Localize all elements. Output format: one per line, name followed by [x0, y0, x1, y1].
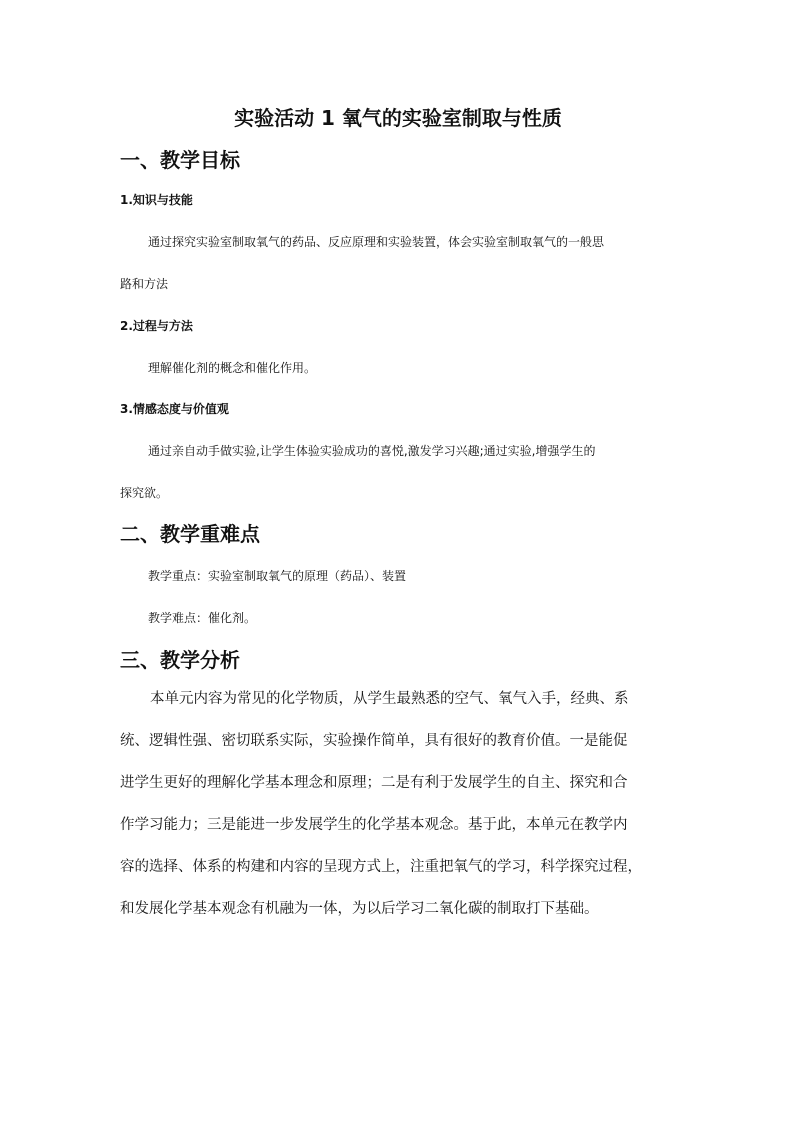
section-heading-key-difficulties: 二、教学重难点	[120, 522, 260, 546]
document-title: 实验活动 1 氧气的实验室制取与性质	[234, 106, 562, 130]
paragraph-line: 路和方法	[120, 277, 169, 291]
subheading-attitude-values: 3.情感态度与价值观	[120, 402, 229, 416]
section-heading-teaching-goals: 一、教学目标	[120, 148, 240, 172]
paragraph-line: 理解催化剂的概念和催化作用。	[148, 361, 317, 375]
paragraph-line: 作学习能力；三是能进一步发展学生的化学基本观念。基于此，本单元在教学内	[120, 817, 628, 833]
paragraph-line: 探究欲。	[120, 486, 169, 500]
paragraph-line: 容的选择、体系的构建和内容的呈现方式上，注重把氧气的学习，科学探究过程，	[120, 859, 642, 875]
paragraph-line: 和发展化学基本观念有机融为一体，为以后学习二氧化碳的制取打下基础。	[120, 901, 599, 917]
paragraph-line: 通过探究实验室制取氧气的药品、反应原理和实验装置，体会实验室制取氧气的一般思	[148, 235, 605, 249]
paragraph-line: 统、逻辑性强、密切联系实际，实验操作简单，具有很好的教育价值。一是能促	[120, 733, 628, 749]
subheading-process-method: 2.过程与方法	[120, 319, 193, 333]
section-heading-teaching-analysis: 三、教学分析	[120, 648, 240, 672]
subheading-knowledge-skills: 1.知识与技能	[120, 193, 193, 207]
paragraph-line: 教学难点：催化剂。	[148, 611, 257, 625]
paragraph-line: 本单元内容为常见的化学物质，从学生最熟悉的空气、氧气入手，经典、系	[150, 691, 629, 707]
paragraph-line: 进学生更好的理解化学基本理念和原理；二是有利于发展学生的自主、探究和合	[120, 775, 628, 791]
paragraph-line: 教学重点：实验室制取氧气的原理（药品）、装置	[148, 569, 407, 583]
paragraph-line: 通过亲自动手做实验,让学生体验实验成功的喜悦,激发学习兴趣;通过实验,增强学生的	[148, 444, 596, 458]
